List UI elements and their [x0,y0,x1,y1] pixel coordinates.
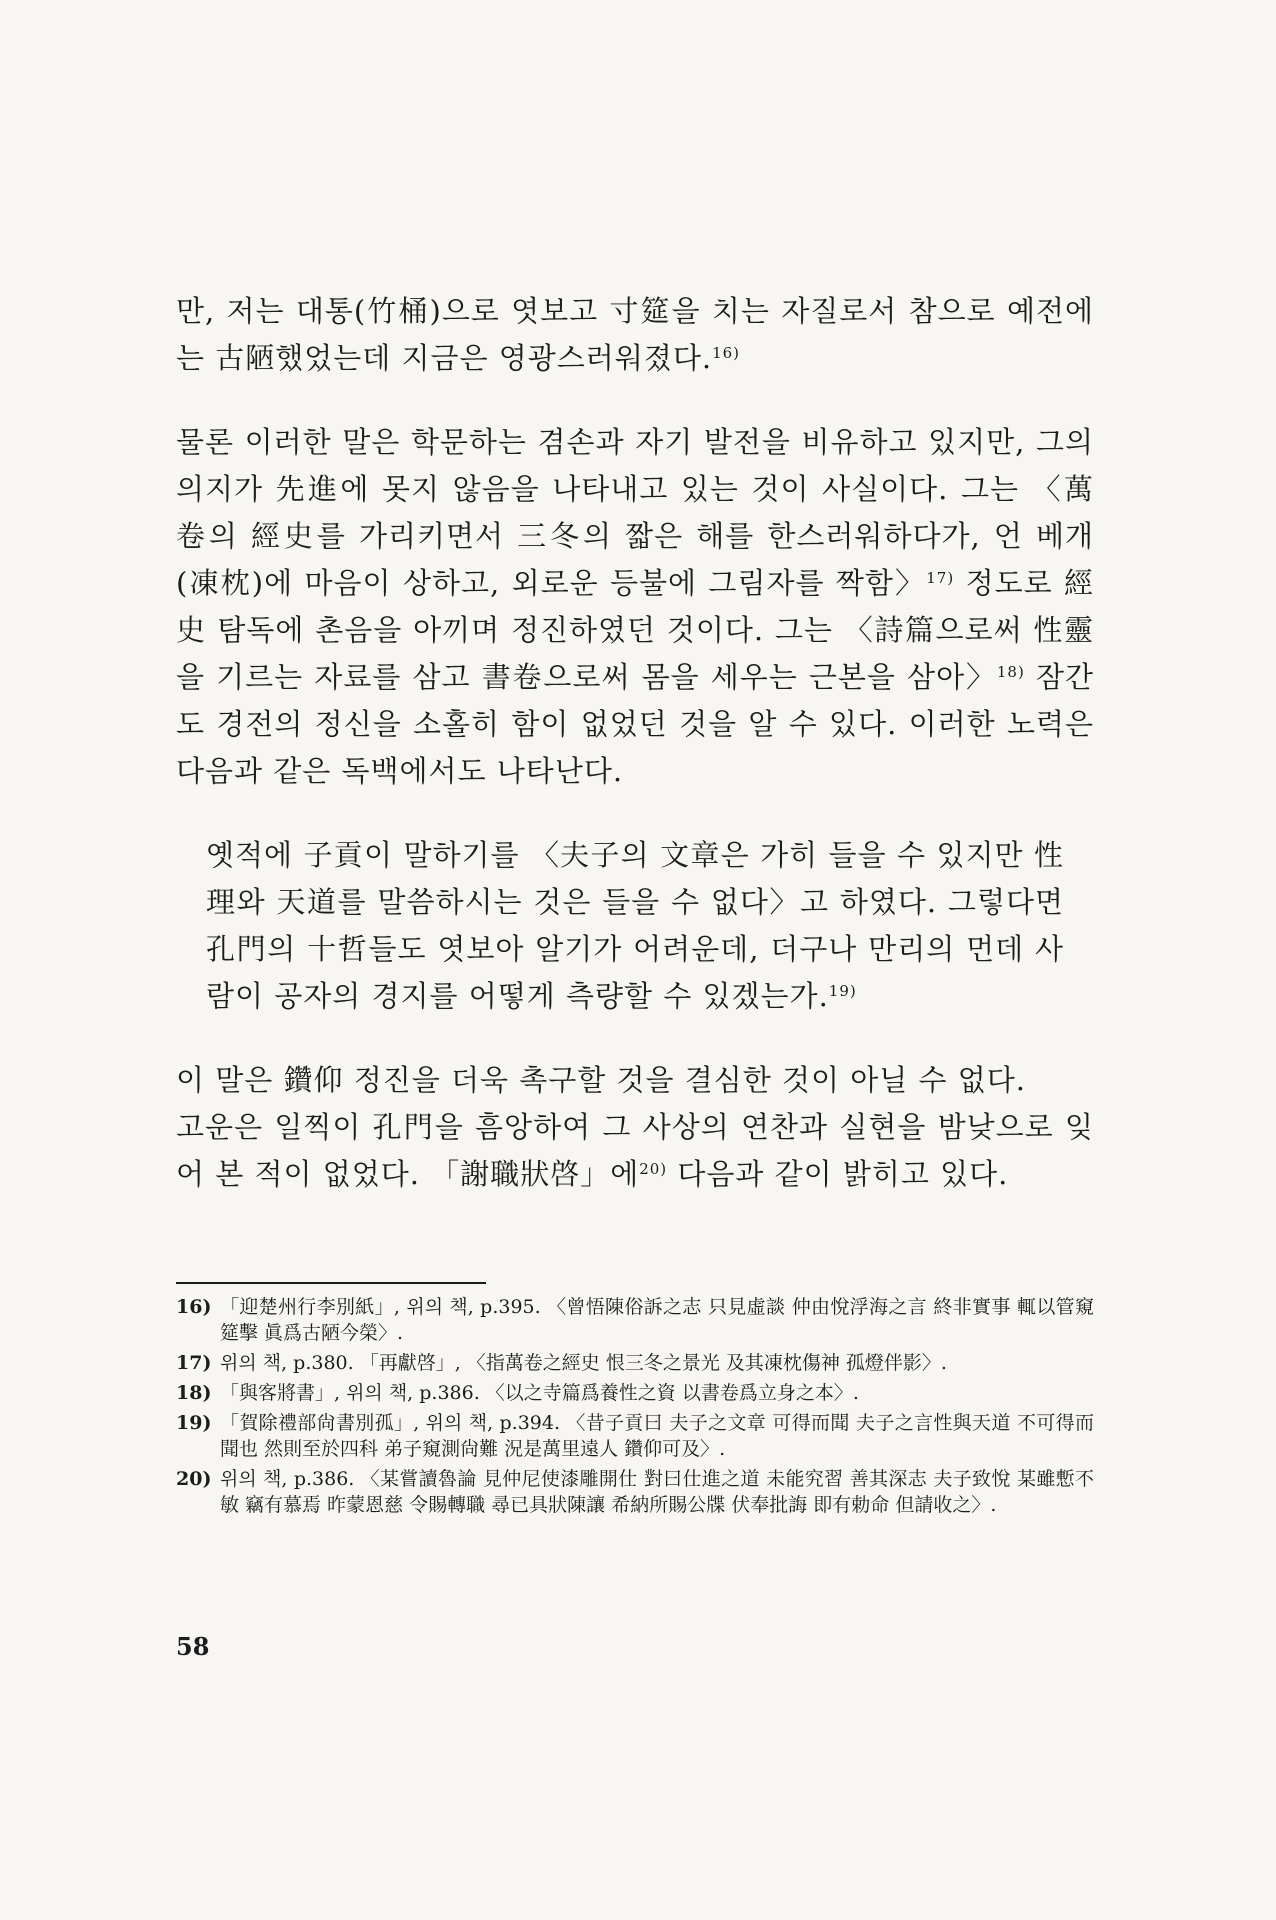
block-quote: 옛적에 子貢이 말하기를 〈夫子의 文章은 가히 들을 수 있지만 性理와 天道를 말씀하시는 것은 들을 수 없다〉고 하였다. 그렇다면 孔門의 十哲들도 엿보아 알기가 어려운데, 더구나 만리의 먼데 사람이 공자의 경지를 어떻게 측량할 수 있겠는가.$^{19)}$ [206,838,1064,1013]
footnote-text: 위의 책, p.380. 「再獻啓」, 〈指萬卷之經史 恨三冬之景光 及其凍枕傷神 孤燈伴影〉. [220,1352,947,1374]
paragraph: 물론 이러한 말은 학문하는 겸손과 자기 발전을 비유하고 있지만, 그의 의지가 先進에 못지 않음을 나타내고 있는 것이 사실이다. 그는 〈萬卷의 經史를 가리키면서 三冬의 짧은 해를 한스러워하다가, 언 베개(凍枕)에 마음이 상하고, 외로운 등불에 그림자를 짝함〉$^{17)}$ 정도로 經史 탐독에 촌음을 아끼며 정진하였던 것이다. 그는 〈詩篇으로써 性靈을 기르는 자료를 삼고 書卷으로써 몸을 세우는 근본을 삼아〉$^{18)}$ 잠간도 경전의 정신을 소홀히 함이 없었던 것을 알 수 있다. 이러한 노력은 다음과 같은 독백에서도 나타난다. [176,425,1095,788]
footnote-text: 「與客將書」, 위의 책, p.386. 〈以之寺篇爲養性之資 以書卷爲立身之本〉. [220,1382,859,1404]
footnote-ref: 19) [828,982,857,1000]
paragraph: 고운은 일찍이 孔門을 흠앙하여 그 사상의 연찬과 실현을 밤낮으로 잊어 본 적이 없었다. 「謝職狀啓」에$^{20)}$ 다음과 같이 밝히고 있다. [176,1110,1094,1191]
paragraph: 만, 저는 대통(竹桶)으로 엿보고 寸筵을 치는 자질로서 참으로 예전에는 古陋했었는데 지금은 영광스러워졌다.$^{16)}$ [176,294,1094,375]
footnote-divider [176,1282,486,1284]
footnote-number: 17) [176,1352,212,1374]
footnote-20 [176,1466,1094,1518]
footnote-19 [176,1410,1094,1462]
footnote-ref: 16) [712,344,741,362]
footnote-ref: 17) [926,569,955,587]
paragraph: 이 말은 鑽仰 정진을 더욱 촉구할 것을 결심한 것이 아닐 수 없다. [176,1063,1026,1097]
footnote-number: 19) [176,1412,212,1434]
footnote-16 [176,1294,1094,1346]
main-text [176,288,1094,1198]
footnote-ref: 18) [996,663,1025,681]
footnotes [176,1294,1094,1522]
footnote-number: 18) [176,1382,212,1404]
page-number: 58 [176,1632,210,1661]
footnote-text: 「迎楚州行李別紙」, 위의 책, p.395. 〈曾悟陳俗訴之志 只見虛談 仲由悅浮海之言 終非實事 輒以管窺筵擊 眞爲古陋今榮〉. [220,1296,1094,1344]
footnote-text: 「賀除禮部尙書別孤」, 위의 책, p.394. 〈昔子貢曰 夫子之文章 可得而聞 夫子之言性與天道 不可得而聞也 然則至於四科 弟子窺測尙難 況是萬里遠人 鑽仰可及〉. [220,1412,1094,1460]
footnote-18 [176,1380,1094,1406]
footnote-ref: 20) [639,1160,668,1178]
footnote-17 [176,1350,1094,1376]
footnote-number: 20) [176,1468,212,1490]
footnote-number: 16) [176,1296,212,1318]
footnote-text: 위의 책, p.386. 〈某嘗讀魯論 見仲尼使漆雕開仕 對曰仕進之道 未能究習 善其深志 夫子致悅 某雖慙不敏 竊有慕焉 昨蒙恩慈 令賜轉職 尋已具狀陳讓 希納所賜公牒 伏奉批誨 即有勅命 但請收之〉. [220,1468,1094,1516]
